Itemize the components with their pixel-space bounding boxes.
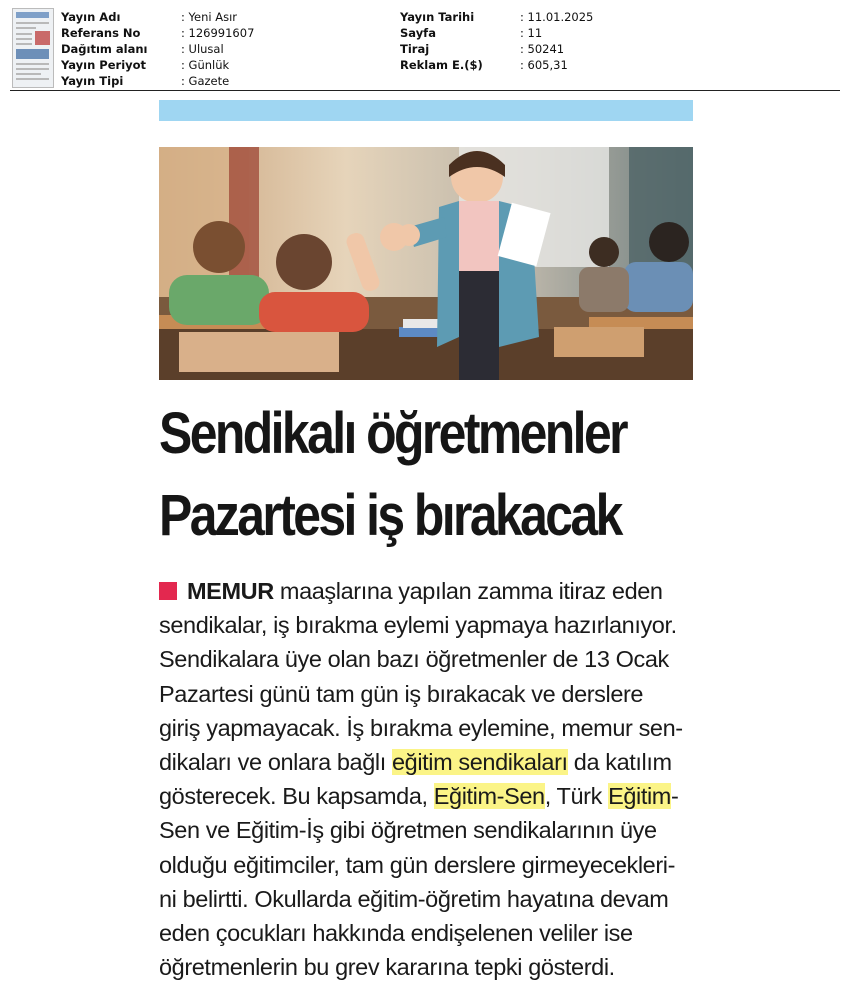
article-line: giriş yapmayacak. İş bırakma eylemine, memur sen- [159,714,683,741]
top-color-bar [159,100,693,121]
meta-row-publication: Yayın Adı : Yeni Asır [61,10,238,24]
article-line: Sendikalara üye olan bazı öğretmenler de 13 Ocak [159,646,669,673]
meta-row-date: Yayın Tarihi : 11.01.2025 [400,10,594,24]
section-marker-square [159,582,177,600]
meta-row-reference: Referans No : 126991607 [61,26,255,40]
article-line: sendikalar, iş bırakma eylemi yapmaya hazırlanıyor. [159,612,677,639]
lead-word: MEMUR [187,578,274,604]
classroom-illustration [159,147,693,380]
headline-line-1: Sendikalı öğretmenler [159,401,626,466]
article-line: olduğu eğitimciler, tam gün derslere girmeyecekleri- [159,851,676,878]
article-line: eden çocukları hakkında endişelenen veliler ise [159,919,633,946]
meta-row-ad-value: Reklam E.($) : 605,31 [400,58,568,72]
article-body [159,574,699,984]
meta-row-period: Yayın Periyot : Günlük [61,58,230,72]
meta-row-type: Yayın Tipi : Gazete [61,74,230,88]
article-line: Sen ve Eğitim-İş gibi öğretmen sendikalarının üye [159,817,657,844]
header-divider [10,90,840,91]
article-headline [159,393,641,557]
headline-line-2: Pazartesi iş bırakacak [159,483,621,548]
meta-row-distribution: Dağıtım alanı : Ulusal [61,42,224,56]
article-line: dikaları ve onlara bağlı eğitim sendikaları da katılım [159,748,672,775]
clip-metadata-right [400,9,593,73]
highlighted-term: eğitim sendikaları [391,748,568,775]
highlighted-term: Eğitim [608,783,671,810]
page-thumbnail [12,8,54,88]
article-line: MEMUR maaşlarına yapılan zamma itiraz eden [159,574,699,608]
clip-metadata-left [61,9,254,89]
classroom-photo [159,147,693,380]
article-line: ni belirtti. Okullarda eğitim-öğretim hayatına devam [159,885,669,912]
meta-row-circulation: Tiraj : 50241 [400,42,565,56]
highlighted-term: Eğitim-Sen [433,783,545,810]
article-line: gösterecek. Bu kapsamda, Eğitim-Sen, Türk Eğitim- [159,783,679,810]
meta-row-page: Sayfa : 11 [400,26,543,40]
article-line: öğretmenlerin bu grev kararına tepki gösterdi. [159,954,615,981]
article-line: Pazartesi günü tam gün iş bırakacak ve derslere [159,680,644,707]
